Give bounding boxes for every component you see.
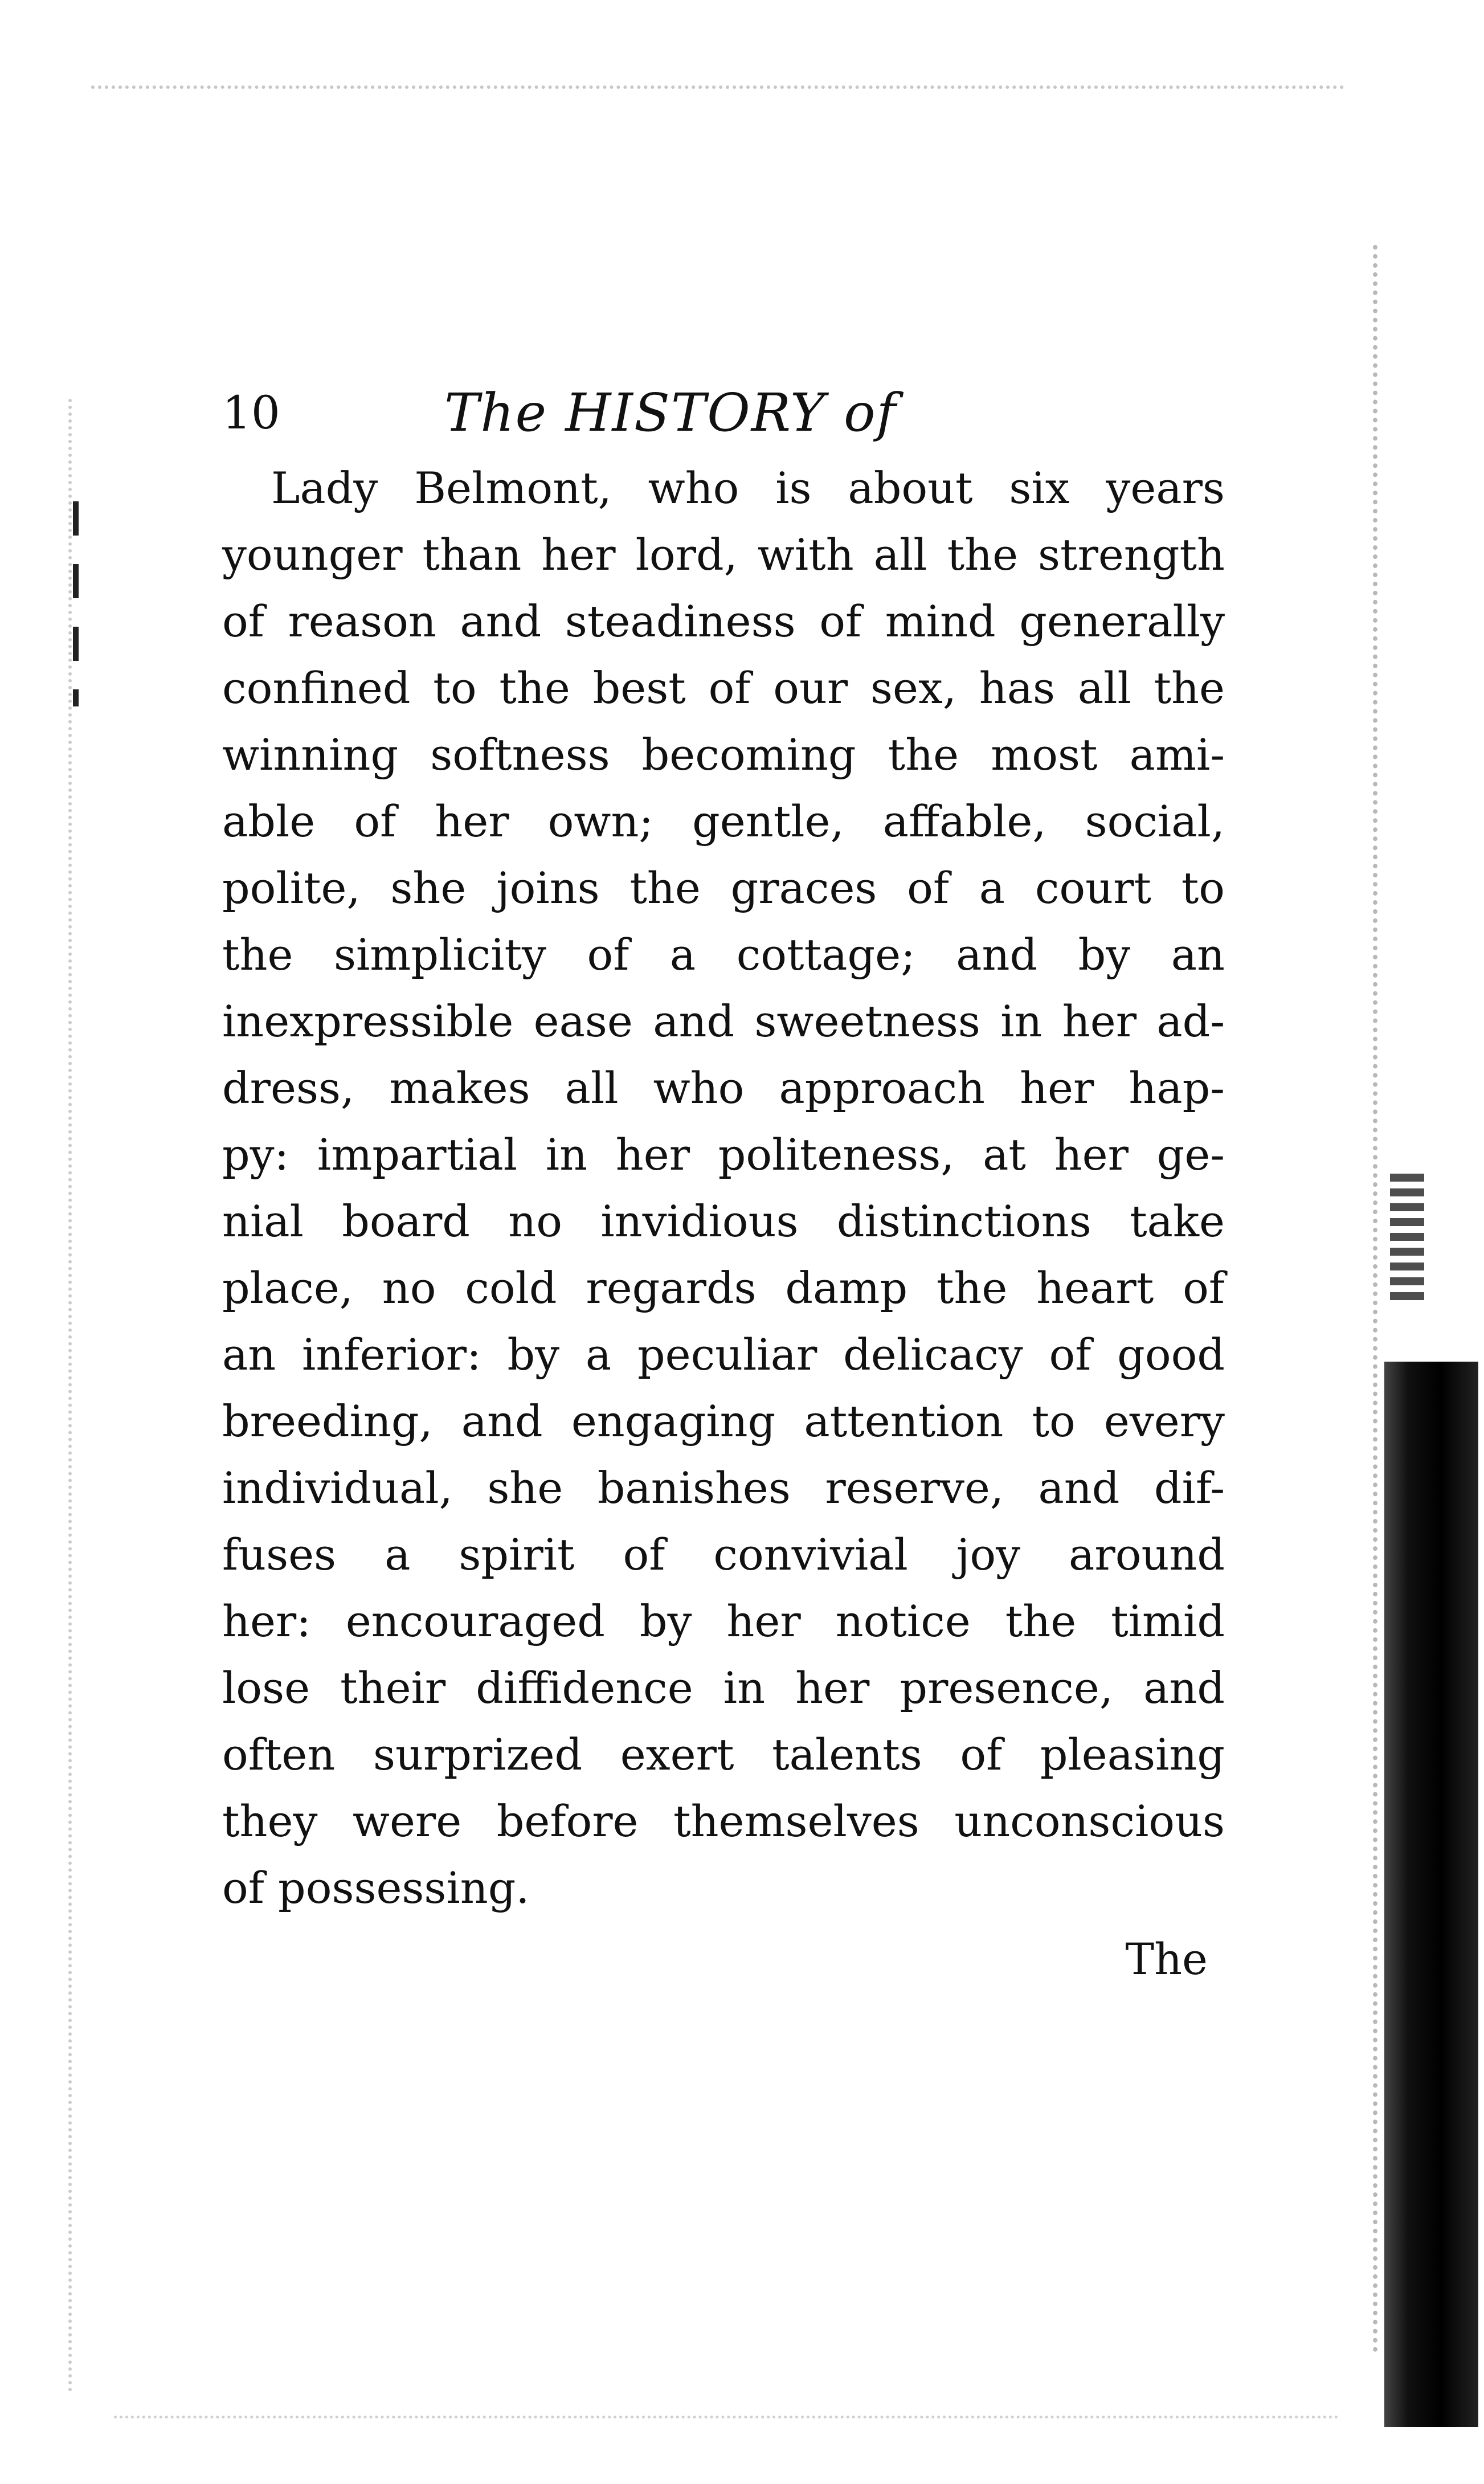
text-line: of possessing. (222, 1862, 530, 1913)
binding-shadow (1384, 1362, 1478, 2427)
scan-noise-bottom (114, 2416, 1339, 2430)
page-number: 10 (222, 386, 280, 439)
running-title: The HISTORY of (444, 382, 897, 443)
text-line: able of her own; gentle, affable, social, (222, 796, 1225, 847)
text-line: place, no cold regards damp the heart of (222, 1263, 1225, 1313)
text-line: lose their diffidence in her presence, and (222, 1662, 1225, 1713)
text-line: inexpressible ease and sweetness in her ad- (222, 996, 1225, 1047)
text-line: dress, makes all who approach her hap- (222, 1063, 1225, 1113)
text-line: winning softness becoming the most ami- (222, 729, 1225, 780)
text-line: of reason and steadiness of mind generally (222, 596, 1225, 647)
text-line: polite, she joins the graces of a court to (222, 863, 1225, 913)
text-line: fuses a spirit of convivial joy around (222, 1529, 1225, 1580)
binding-edge-marks (1390, 1174, 1424, 1305)
text-line: nial board no invidious distinctions take (222, 1196, 1225, 1247)
text-line: younger than her lord, with all the strength (222, 529, 1225, 580)
page-header (222, 376, 1225, 450)
catchword: The (1125, 1934, 1208, 1984)
text-line: confined to the best of our sex, has all the (222, 663, 1225, 713)
body-text (222, 455, 1225, 1921)
text-line: an inferior: by a peculiar delicacy of good (222, 1329, 1225, 1380)
text-line: often surprized exert talents of pleasing (222, 1729, 1225, 1780)
text-line: Lady Belmont, who is about six years (271, 463, 1225, 513)
text-line: individual, she banishes reserve, and dif- (222, 1462, 1225, 1513)
text-line: the simplicity of a cottage; and by an (222, 929, 1225, 980)
text-line: they were before themselves unconscious (222, 1796, 1225, 1846)
text-line: py: impartial in her politeness, at her ge- (222, 1129, 1225, 1180)
text-block (222, 376, 1225, 1992)
scan-marks-left (73, 501, 79, 706)
scan-noise-top (91, 85, 1344, 112)
text-line: her: encouraged by her notice the timid (222, 1596, 1225, 1647)
text-line: breeding, and engaging attention to every (222, 1396, 1225, 1447)
